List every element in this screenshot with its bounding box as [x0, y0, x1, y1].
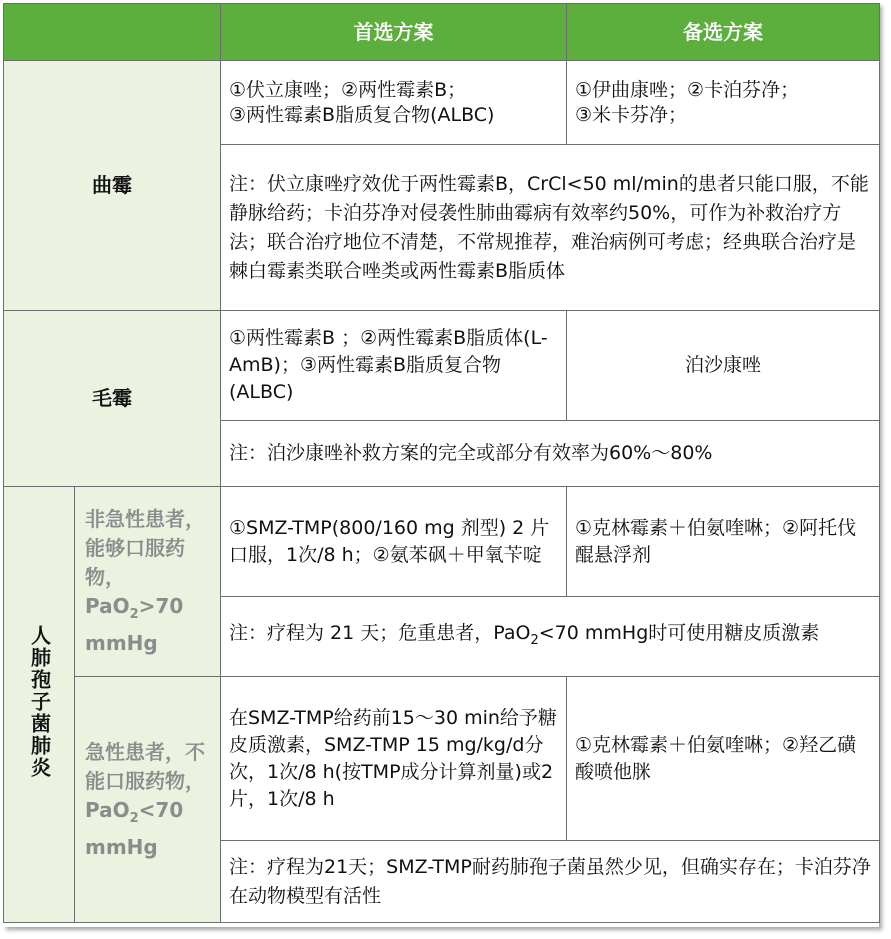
- category-pcp: [4, 487, 75, 923]
- pcp-acute-unit: mmHg: [85, 834, 158, 859]
- header-row: [4, 4, 880, 61]
- pcp-acute-pao2-suffix: <70: [138, 797, 184, 822]
- table-row: [4, 61, 880, 145]
- header-first-line: 首选方案: [221, 4, 567, 61]
- mucormycosis-note: 注：泊沙康唑补救方案的完全或部分有效率为60%～80%: [221, 421, 880, 487]
- aspergillosis-first-line-1: ①伏立康唑；②两性霉素B；: [229, 78, 467, 101]
- pcp-nonacute-pao2-prefix: PaO: [85, 594, 130, 618]
- pcp-acute-pao2-prefix: PaO: [85, 797, 130, 822]
- table-row: [4, 677, 880, 841]
- pcp-nonacute-pao2-sub: 2: [129, 607, 139, 622]
- aspergillosis-alternative: [567, 61, 880, 145]
- aspergillosis-alt-line-2: ③米卡芬净；: [575, 103, 688, 126]
- mucormycosis-alternative: 泊沙康唑: [567, 311, 880, 421]
- pcp-nonacute-label: [75, 487, 221, 677]
- antifungal-regimen-table: [3, 3, 880, 923]
- category-pcp-label: 人肺孢子菌肺炎: [27, 624, 52, 779]
- pcp-acute-first-line: 在SMZ-TMP给药前15～30 min给予糖皮质激素，SMZ-TMP 15 mg/kg/d分次，1次/8 h(按TMP成分计算剂量)或2片，1次/8 h: [221, 677, 567, 841]
- pcp-acute-note: 注：疗程为21天；SMZ-TMP耐药肺孢子菌虽然少见，但确实存在；卡泊芬净在动物模型有活性: [221, 841, 880, 923]
- table-row: [4, 311, 880, 421]
- pcp-nonacute-note: [221, 597, 880, 677]
- aspergillosis-note: 注：伏立康唑疗效优于两性霉素B，CrCl<50 ml/min的患者只能口服，不能静脉给药；卡泊芬净对侵袭性肺曲霉病有效率约50%，可作为补救治疗方法；联合治疗地位不清楚，不常规推荐，难治病例可考虑；经典联合治疗是棘白霉素类联合唑类或两性霉素B脂质体: [221, 145, 880, 311]
- table-row: [4, 487, 880, 597]
- category-mucormycosis: 毛霉: [4, 311, 221, 487]
- mucormycosis-first-line: ①两性霉素B ；②两性霉素B脂质体(L-AmB)；③两性霉素B脂质复合物(ALBC): [221, 311, 567, 421]
- aspergillosis-alt-line-1: ①伊曲康唑；②卡泊芬净；: [575, 78, 800, 101]
- aspergillosis-first-line-2: ③两性霉素B脂质复合物(ALBC): [229, 103, 495, 126]
- pcp-nonacute-note-suffix: <70 mmHg时可使用糖皮质激素: [538, 621, 820, 644]
- pcp-acute-pao2-sub: 2: [129, 810, 139, 826]
- pcp-nonacute-unit: mmHg: [85, 631, 158, 655]
- pcp-nonacute-note-sub: 2: [530, 632, 539, 648]
- header-corner-cell: [4, 4, 221, 61]
- category-aspergillosis: 曲霉: [4, 61, 221, 311]
- pcp-nonacute-label-text: 非急性患者，能够口服药物，: [85, 507, 205, 589]
- pcp-nonacute-alternative: ①克林霉素＋伯氨喹啉；②阿托伐醌悬浮剂: [567, 487, 880, 597]
- pcp-nonacute-note-prefix: 注：疗程为 21 天；危重患者，PaO: [229, 621, 531, 644]
- pcp-nonacute-first-line: ①SMZ-TMP(800/160 mg 剂型) 2 片口服，1次/8 h；②氨苯砜＋甲氧苄啶: [221, 487, 567, 597]
- pcp-acute-label-text: 急性患者，不能口服药物，: [85, 739, 205, 793]
- pcp-acute-label: [75, 677, 221, 923]
- aspergillosis-first-line: [221, 61, 567, 145]
- header-alternative: 备选方案: [567, 4, 880, 61]
- pcp-acute-alternative: ①克林霉素＋伯氨喹啉；②羟乙磺酸喷他脒: [567, 677, 880, 841]
- pcp-nonacute-pao2-suffix: >70: [138, 594, 184, 618]
